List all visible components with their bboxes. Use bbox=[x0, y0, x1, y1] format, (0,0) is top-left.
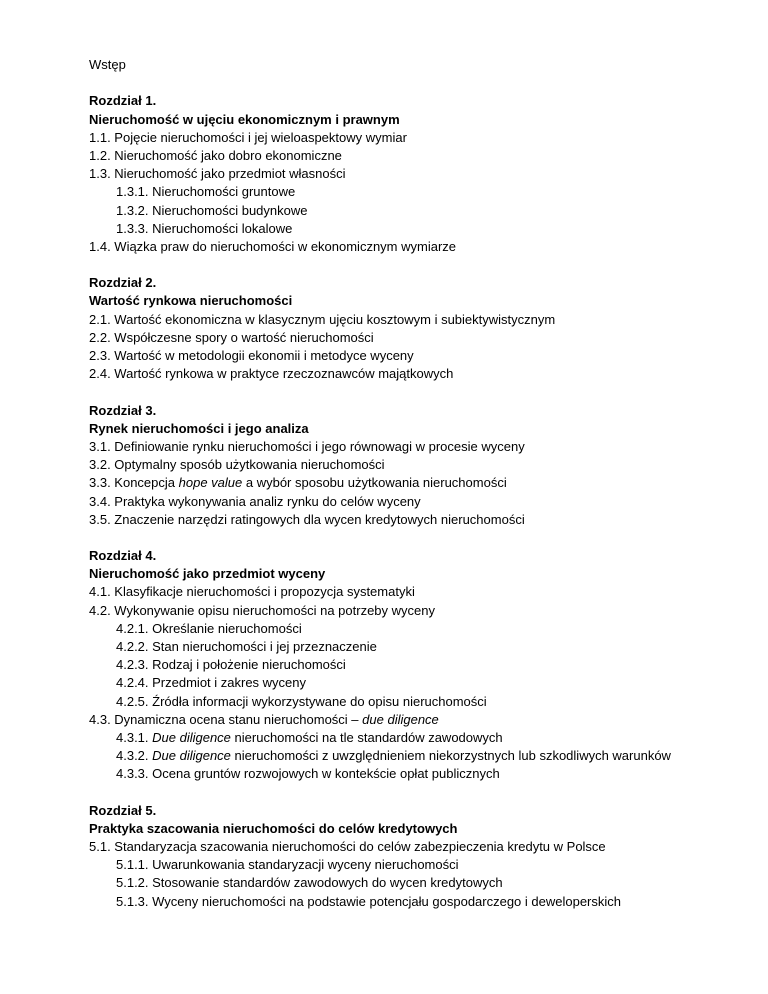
chapter-number: Rozdział 1. bbox=[89, 93, 157, 109]
chapter-title: Wartość rynkowa nieruchomości bbox=[89, 293, 293, 309]
toc-section: 3.2. Optymalny sposób użytkowania nieruchomości bbox=[89, 457, 385, 473]
toc-section: 3.5. Znaczenie narzędzi ratingowych dla wycen kredytowych nieruchomości bbox=[89, 511, 525, 527]
toc-section bbox=[89, 711, 749, 729]
toc-section: 1.4. Wiązka praw do nieruchomości w ekonomicznym wymiarze bbox=[89, 238, 457, 254]
toc-subsection: 4.2.1. Określanie nieruchomości bbox=[116, 620, 302, 636]
chapter-title: Nieruchomość w ujęciu ekonomicznym i prawnym bbox=[89, 111, 400, 127]
toc-subsection: 1.3.2. Nieruchomości budynkowe bbox=[116, 202, 308, 218]
toc-subsection: 4.2.5. Źródła informacji wykorzystywane do opisu nieruchomości bbox=[116, 693, 487, 709]
entry-text-prefix: 3.3. Koncepcja bbox=[89, 475, 179, 491]
entry-italic-term: hope value bbox=[178, 475, 243, 491]
toc-section: 5.1. Standaryzacja szacowania nieruchomości do celów zabezpieczenia kredytu w Polsce bbox=[89, 839, 606, 855]
toc-subsection: 5.1.3. Wyceny nieruchomości na podstawie potencjału gospodarczego i deweloperskich bbox=[116, 893, 622, 909]
chapter-title: Nieruchomość jako przedmiot wyceny bbox=[89, 566, 326, 582]
toc-section: 4.1. Klasyfikacje nieruchomości i propozycja systematyki bbox=[89, 584, 415, 600]
toc-section: 3.4. Praktyka wykonywania analiz rynku do celów wyceny bbox=[89, 493, 421, 509]
toc-section: 1.2. Nieruchomość jako dobro ekonomiczne bbox=[89, 147, 342, 163]
table-of-contents bbox=[89, 56, 749, 911]
chapter-number: Rozdział 5. bbox=[89, 802, 157, 818]
chapter-title: Rynek nieruchomości i jego analiza bbox=[89, 420, 309, 436]
chapter-number: Rozdział 2. bbox=[89, 275, 157, 291]
toc-section: 3.1. Definiowanie rynku nieruchomości i jego równowagi w procesie wyceny bbox=[89, 438, 525, 454]
toc-subsection bbox=[89, 747, 749, 765]
toc-subsection: 4.2.2. Stan nieruchomości i jej przeznaczenie bbox=[116, 639, 377, 654]
toc-section: 2.4. Wartość rynkowa w praktyce rzeczoznawców majątkowych bbox=[89, 366, 454, 382]
chapter-number: Rozdział 4. bbox=[89, 548, 157, 564]
toc-section: 2.1. Wartość ekonomiczna w klasycznym ujęciu kosztowym i subiektywistycznym bbox=[89, 311, 556, 327]
entry-italic-term: Due diligence bbox=[152, 748, 231, 764]
toc-subsection: 5.1.2. Stosowanie standardów zawodowych do wycen kredytowych bbox=[116, 875, 503, 891]
toc-section: 1.3. Nieruchomość jako przedmiot własności bbox=[89, 166, 346, 182]
entry-italic-term: due diligence bbox=[362, 711, 439, 727]
toc-section: 1.1. Pojęcie nieruchomości i jej wieloaspektowy wymiar bbox=[89, 129, 407, 145]
toc-subsection: 4.2.4. Przedmiot i zakres wyceny bbox=[116, 675, 307, 691]
toc-section: 2.2. Współczesne spory o wartość nieruchomości bbox=[89, 329, 374, 345]
entry-text-suffix: nieruchomości na tle standardów zawodowych bbox=[230, 729, 503, 745]
entry-text-prefix: 4.3.2. bbox=[116, 748, 153, 764]
intro-heading: Wstęp bbox=[89, 57, 126, 72]
toc-subsection: 1.3.3. Nieruchomości lokalowe bbox=[116, 220, 293, 236]
toc-section: 2.3. Wartość w metodologii ekonomii i metodyce wyceny bbox=[89, 348, 414, 363]
entry-text-prefix: 4.3. Dynamiczna ocena stanu nieruchomości – bbox=[89, 711, 363, 727]
entry-text-suffix: nieruchomości z uwzględnieniem niekorzystnych lub szkodliwych warunków bbox=[230, 748, 671, 764]
toc-subsection bbox=[89, 729, 749, 747]
toc-subsection: 1.3.1. Nieruchomości gruntowe bbox=[116, 184, 296, 200]
chapter-number: Rozdział 3. bbox=[89, 402, 157, 418]
entry-italic-term: Due diligence bbox=[152, 729, 231, 745]
entry-text-suffix: a wybór sposobu użytkowania nieruchomości bbox=[242, 475, 507, 491]
toc-subsection: 4.3.3. Ocena gruntów rozwojowych w kontekście opłat publicznych bbox=[116, 766, 500, 782]
chapter-title: Praktyka szacowania nieruchomości do celów kredytowych bbox=[89, 820, 458, 836]
toc-section bbox=[89, 474, 749, 492]
toc-subsection: 5.1.1. Uwarunkowania standaryzacji wyceny nieruchomości bbox=[116, 857, 459, 873]
entry-text-prefix: 4.3.1. bbox=[116, 729, 153, 745]
toc-section: 4.2. Wykonywanie opisu nieruchomości na potrzeby wyceny bbox=[89, 602, 435, 618]
toc-subsection: 4.2.3. Rodzaj i położenie nieruchomości bbox=[116, 657, 346, 673]
